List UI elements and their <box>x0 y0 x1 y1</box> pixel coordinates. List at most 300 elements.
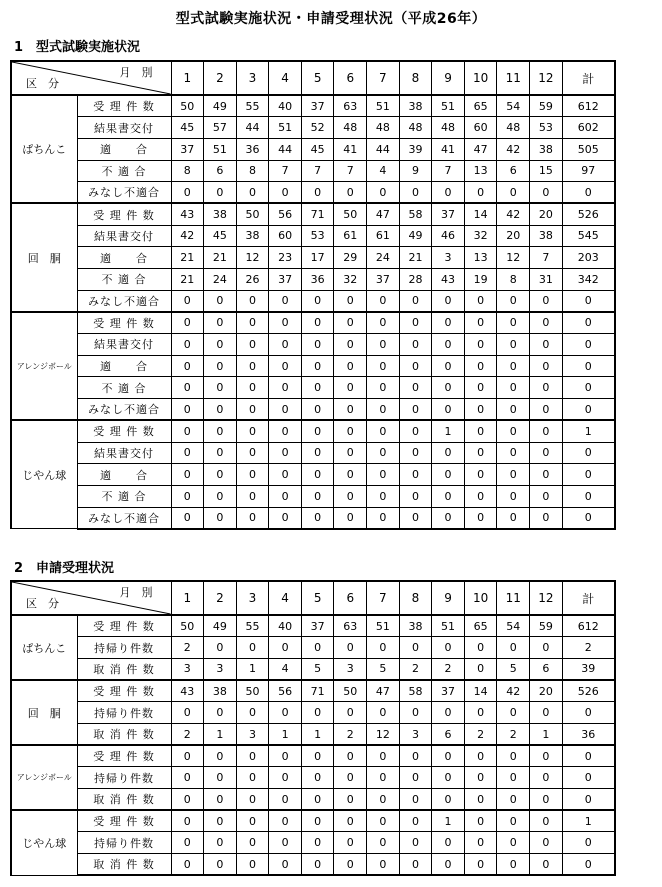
table-row <box>11 355 615 377</box>
total-cell: 1 <box>562 420 615 442</box>
value-cell: 12 <box>497 247 530 269</box>
value-cell: 21 <box>399 247 432 269</box>
total-cell: 36 <box>562 723 615 745</box>
value-cell: 0 <box>301 854 334 876</box>
total-cell: 505 <box>562 138 615 160</box>
value-cell: 50 <box>236 203 269 225</box>
value-cell: 0 <box>334 290 367 312</box>
category-cell: じやん球 <box>11 420 77 528</box>
value-cell: 0 <box>464 854 497 876</box>
value-cell: 0 <box>432 399 465 421</box>
value-cell: 0 <box>432 507 465 529</box>
value-cell: 2 <box>464 723 497 745</box>
value-cell: 0 <box>464 312 497 334</box>
value-cell: 0 <box>432 312 465 334</box>
total-cell: 0 <box>562 290 615 312</box>
value-cell: 0 <box>334 420 367 442</box>
value-cell: 20 <box>497 225 530 247</box>
value-cell: 0 <box>301 767 334 789</box>
section1-title: 1 型式試験実施状況 <box>14 40 141 55</box>
value-cell: 26 <box>236 269 269 291</box>
total-cell: 0 <box>562 854 615 876</box>
total-cell: 2 <box>562 637 615 659</box>
value-cell: 0 <box>269 485 302 507</box>
value-cell: 0 <box>367 420 400 442</box>
month-header-label: 月 別 <box>119 586 153 599</box>
value-cell: 0 <box>204 810 237 832</box>
value-cell: 55 <box>236 615 269 637</box>
total-cell: 0 <box>562 442 615 464</box>
value-cell: 0 <box>204 442 237 464</box>
value-cell: 0 <box>236 420 269 442</box>
value-cell: 63 <box>334 615 367 637</box>
value-cell: 0 <box>497 182 530 204</box>
value-cell: 0 <box>399 767 432 789</box>
value-cell: 0 <box>269 420 302 442</box>
table-row <box>11 138 615 160</box>
row-label: 不 適 合 <box>77 377 171 399</box>
value-cell: 0 <box>530 767 563 789</box>
value-cell: 31 <box>530 269 563 291</box>
value-cell: 0 <box>530 637 563 659</box>
value-cell: 0 <box>269 507 302 529</box>
value-cell: 48 <box>367 117 400 139</box>
category-cell: 回 胴 <box>11 680 77 745</box>
value-cell: 5 <box>367 658 400 680</box>
value-cell: 0 <box>301 334 334 356</box>
value-cell: 29 <box>334 247 367 269</box>
value-cell: 0 <box>171 767 204 789</box>
value-cell: 0 <box>399 789 432 811</box>
value-cell: 0 <box>236 854 269 876</box>
value-cell: 0 <box>269 810 302 832</box>
value-cell: 5 <box>497 658 530 680</box>
value-cell: 0 <box>334 377 367 399</box>
value-cell: 2 <box>432 658 465 680</box>
value-cell: 48 <box>432 117 465 139</box>
table-row <box>11 680 615 702</box>
value-cell: 0 <box>464 767 497 789</box>
value-cell: 0 <box>301 399 334 421</box>
table-row <box>11 95 615 117</box>
value-cell: 1 <box>301 723 334 745</box>
value-cell: 44 <box>236 117 269 139</box>
value-cell: 0 <box>530 810 563 832</box>
row-label: 持帰り件数 <box>77 702 171 724</box>
value-cell: 0 <box>269 377 302 399</box>
month-header: 1 <box>171 61 204 95</box>
row-label: みなし不適合 <box>77 182 171 204</box>
value-cell: 0 <box>334 464 367 486</box>
value-cell: 49 <box>399 225 432 247</box>
value-cell: 0 <box>334 767 367 789</box>
month-header: 12 <box>530 581 563 615</box>
value-cell: 42 <box>171 225 204 247</box>
month-header: 9 <box>432 61 465 95</box>
value-cell: 14 <box>464 203 497 225</box>
value-cell: 0 <box>269 832 302 854</box>
value-cell: 0 <box>171 702 204 724</box>
section2-title: 2 申請受理状況 <box>14 561 115 576</box>
value-cell: 0 <box>432 290 465 312</box>
total-cell: 0 <box>562 334 615 356</box>
value-cell: 51 <box>204 138 237 160</box>
total-cell: 612 <box>562 615 615 637</box>
table-row <box>11 117 615 139</box>
month-header: 2 <box>204 581 237 615</box>
header-diagonal-cell <box>11 61 171 95</box>
value-cell: 0 <box>171 312 204 334</box>
table-row <box>11 767 615 789</box>
table-row <box>11 832 615 854</box>
value-cell: 0 <box>530 312 563 334</box>
value-cell: 0 <box>432 767 465 789</box>
value-cell: 0 <box>530 290 563 312</box>
total-cell: 526 <box>562 680 615 702</box>
table-row <box>11 377 615 399</box>
value-cell: 23 <box>269 247 302 269</box>
value-cell: 1 <box>269 723 302 745</box>
value-cell: 2 <box>171 723 204 745</box>
value-cell: 0 <box>464 507 497 529</box>
value-cell: 0 <box>301 507 334 529</box>
value-cell: 2 <box>497 723 530 745</box>
value-cell: 51 <box>367 95 400 117</box>
value-cell: 0 <box>367 442 400 464</box>
value-cell: 47 <box>367 680 400 702</box>
value-cell: 37 <box>432 680 465 702</box>
value-cell: 3 <box>399 723 432 745</box>
value-cell: 0 <box>269 312 302 334</box>
value-cell: 0 <box>464 745 497 767</box>
value-cell: 8 <box>236 160 269 182</box>
value-cell: 0 <box>334 507 367 529</box>
row-label: 取 消 件 数 <box>77 723 171 745</box>
value-cell: 53 <box>301 225 334 247</box>
value-cell: 0 <box>399 442 432 464</box>
value-cell: 3 <box>236 723 269 745</box>
table-row <box>11 789 615 811</box>
value-cell: 24 <box>367 247 400 269</box>
month-header: 6 <box>334 61 367 95</box>
month-header: 4 <box>269 581 302 615</box>
value-cell: 0 <box>301 485 334 507</box>
row-label: 持帰り件数 <box>77 767 171 789</box>
value-cell: 32 <box>334 269 367 291</box>
value-cell: 0 <box>367 637 400 659</box>
value-cell: 0 <box>497 702 530 724</box>
value-cell: 0 <box>530 182 563 204</box>
value-cell: 0 <box>236 312 269 334</box>
row-label: 持帰り件数 <box>77 832 171 854</box>
row-label: 不 適 合 <box>77 269 171 291</box>
value-cell: 0 <box>497 810 530 832</box>
value-cell: 0 <box>367 399 400 421</box>
value-cell: 56 <box>269 680 302 702</box>
value-cell: 2 <box>171 637 204 659</box>
value-cell: 0 <box>301 377 334 399</box>
value-cell: 0 <box>204 355 237 377</box>
table-row <box>11 507 615 529</box>
total-cell: 602 <box>562 117 615 139</box>
value-cell: 0 <box>497 334 530 356</box>
value-cell: 50 <box>334 203 367 225</box>
value-cell: 0 <box>301 312 334 334</box>
month-header-label: 月 別 <box>119 66 153 79</box>
value-cell: 51 <box>269 117 302 139</box>
value-cell: 0 <box>171 789 204 811</box>
value-cell: 0 <box>204 789 237 811</box>
value-cell: 0 <box>399 420 432 442</box>
value-cell: 0 <box>334 334 367 356</box>
value-cell: 0 <box>171 399 204 421</box>
value-cell: 60 <box>269 225 302 247</box>
row-label: 結果書交付 <box>77 117 171 139</box>
value-cell: 0 <box>236 182 269 204</box>
value-cell: 0 <box>171 745 204 767</box>
value-cell: 0 <box>301 464 334 486</box>
value-cell: 61 <box>334 225 367 247</box>
value-cell: 0 <box>269 789 302 811</box>
value-cell: 4 <box>367 160 400 182</box>
total-cell: 612 <box>562 95 615 117</box>
value-cell: 0 <box>432 745 465 767</box>
row-label: 適 合 <box>77 355 171 377</box>
value-cell: 12 <box>367 723 400 745</box>
row-label: みなし不適合 <box>77 507 171 529</box>
value-cell: 65 <box>464 95 497 117</box>
value-cell: 0 <box>236 745 269 767</box>
value-cell: 0 <box>432 485 465 507</box>
value-cell: 0 <box>464 832 497 854</box>
value-cell: 0 <box>464 810 497 832</box>
value-cell: 47 <box>367 203 400 225</box>
header-diagonal-cell <box>11 581 171 615</box>
value-cell: 0 <box>367 745 400 767</box>
value-cell: 37 <box>269 269 302 291</box>
value-cell: 48 <box>334 117 367 139</box>
category-cell: アレンジボール <box>11 312 77 420</box>
value-cell: 0 <box>367 485 400 507</box>
table-row <box>11 225 615 247</box>
month-header: 9 <box>432 581 465 615</box>
row-label: みなし不適合 <box>77 290 171 312</box>
total-cell: 1 <box>562 810 615 832</box>
value-cell: 0 <box>236 290 269 312</box>
table-row <box>11 269 615 291</box>
row-label: 不 適 合 <box>77 485 171 507</box>
value-cell: 0 <box>432 377 465 399</box>
row-label: 受 理 件 数 <box>77 312 171 334</box>
value-cell: 0 <box>497 485 530 507</box>
table-row <box>11 485 615 507</box>
value-cell: 46 <box>432 225 465 247</box>
value-cell: 1 <box>432 420 465 442</box>
value-cell: 0 <box>171 182 204 204</box>
value-cell: 48 <box>497 117 530 139</box>
value-cell: 0 <box>464 702 497 724</box>
value-cell: 0 <box>464 334 497 356</box>
value-cell: 51 <box>432 95 465 117</box>
value-cell: 0 <box>367 377 400 399</box>
value-cell: 0 <box>301 290 334 312</box>
value-cell: 52 <box>301 117 334 139</box>
value-cell: 58 <box>399 203 432 225</box>
value-cell: 0 <box>204 767 237 789</box>
value-cell: 56 <box>269 203 302 225</box>
value-cell: 6 <box>530 658 563 680</box>
table-row <box>11 702 615 724</box>
value-cell: 40 <box>269 615 302 637</box>
value-cell: 0 <box>236 355 269 377</box>
row-label: 受 理 件 数 <box>77 810 171 832</box>
total-cell: 0 <box>562 745 615 767</box>
value-cell: 0 <box>399 290 432 312</box>
value-cell: 55 <box>236 95 269 117</box>
value-cell: 50 <box>334 680 367 702</box>
total-cell: 545 <box>562 225 615 247</box>
value-cell: 32 <box>464 225 497 247</box>
value-cell: 45 <box>301 138 334 160</box>
row-label: 受 理 件 数 <box>77 203 171 225</box>
value-cell: 44 <box>367 138 400 160</box>
table-row <box>11 334 615 356</box>
value-cell: 71 <box>301 203 334 225</box>
total-cell: 203 <box>562 247 615 269</box>
value-cell: 0 <box>530 420 563 442</box>
table-row <box>11 420 615 442</box>
value-cell: 13 <box>464 160 497 182</box>
value-cell: 0 <box>269 745 302 767</box>
value-cell: 0 <box>301 789 334 811</box>
value-cell: 45 <box>171 117 204 139</box>
value-cell: 59 <box>530 95 563 117</box>
value-cell: 48 <box>399 117 432 139</box>
value-cell: 0 <box>432 702 465 724</box>
value-cell: 0 <box>432 637 465 659</box>
value-cell: 0 <box>497 420 530 442</box>
value-cell: 0 <box>236 810 269 832</box>
value-cell: 59 <box>530 615 563 637</box>
value-cell: 0 <box>530 399 563 421</box>
value-cell: 0 <box>399 182 432 204</box>
value-cell: 2 <box>334 723 367 745</box>
row-label: 受 理 件 数 <box>77 745 171 767</box>
value-cell: 7 <box>301 160 334 182</box>
value-cell: 0 <box>497 507 530 529</box>
value-cell: 0 <box>367 355 400 377</box>
table-row <box>11 312 615 334</box>
value-cell: 0 <box>171 355 204 377</box>
value-cell: 14 <box>464 680 497 702</box>
total-cell: 0 <box>562 182 615 204</box>
value-cell: 0 <box>432 854 465 876</box>
value-cell: 19 <box>464 269 497 291</box>
value-cell: 0 <box>269 182 302 204</box>
value-cell: 0 <box>399 464 432 486</box>
value-cell: 0 <box>464 464 497 486</box>
value-cell: 0 <box>530 702 563 724</box>
value-cell: 0 <box>399 334 432 356</box>
value-cell: 0 <box>399 832 432 854</box>
month-header: 3 <box>236 61 269 95</box>
value-cell: 0 <box>367 767 400 789</box>
value-cell: 0 <box>367 464 400 486</box>
value-cell: 39 <box>399 138 432 160</box>
value-cell: 0 <box>269 355 302 377</box>
value-cell: 0 <box>464 182 497 204</box>
value-cell: 21 <box>171 247 204 269</box>
value-cell: 0 <box>269 702 302 724</box>
month-header: 1 <box>171 581 204 615</box>
value-cell: 0 <box>367 789 400 811</box>
table-row <box>11 637 615 659</box>
table-row <box>11 658 615 680</box>
value-cell: 0 <box>236 485 269 507</box>
table-row <box>11 160 615 182</box>
value-cell: 5 <box>301 658 334 680</box>
value-cell: 0 <box>301 637 334 659</box>
value-cell: 0 <box>367 702 400 724</box>
value-cell: 7 <box>334 160 367 182</box>
value-cell: 0 <box>334 355 367 377</box>
total-cell: 0 <box>562 832 615 854</box>
value-cell: 41 <box>334 138 367 160</box>
value-cell: 1 <box>204 723 237 745</box>
value-cell: 0 <box>530 485 563 507</box>
value-cell: 37 <box>171 138 204 160</box>
value-cell: 0 <box>497 767 530 789</box>
value-cell: 50 <box>236 680 269 702</box>
value-cell: 0 <box>269 767 302 789</box>
value-cell: 0 <box>236 767 269 789</box>
value-cell: 8 <box>497 269 530 291</box>
total-cell: 0 <box>562 312 615 334</box>
value-cell: 0 <box>464 485 497 507</box>
header-row <box>11 61 615 95</box>
value-cell: 0 <box>269 442 302 464</box>
month-header: 8 <box>399 61 432 95</box>
value-cell: 0 <box>236 464 269 486</box>
month-header: 10 <box>464 581 497 615</box>
value-cell: 0 <box>530 377 563 399</box>
value-cell: 38 <box>530 225 563 247</box>
value-cell: 0 <box>334 442 367 464</box>
value-cell: 0 <box>269 854 302 876</box>
value-cell: 13 <box>464 247 497 269</box>
value-cell: 0 <box>497 464 530 486</box>
value-cell: 3 <box>171 658 204 680</box>
value-cell: 0 <box>367 854 400 876</box>
value-cell: 57 <box>204 117 237 139</box>
value-cell: 54 <box>497 95 530 117</box>
total-cell: 0 <box>562 464 615 486</box>
value-cell: 0 <box>464 420 497 442</box>
inspection-status-table <box>10 60 616 530</box>
value-cell: 21 <box>204 247 237 269</box>
row-label: 適 合 <box>77 138 171 160</box>
month-header: 5 <box>301 581 334 615</box>
total-cell: 0 <box>562 507 615 529</box>
category-cell: ぱちんこ <box>11 95 77 203</box>
value-cell: 0 <box>301 442 334 464</box>
value-cell: 4 <box>269 658 302 680</box>
value-cell: 0 <box>171 485 204 507</box>
value-cell: 38 <box>204 203 237 225</box>
table-row <box>11 745 615 767</box>
value-cell: 0 <box>497 637 530 659</box>
value-cell: 0 <box>530 334 563 356</box>
